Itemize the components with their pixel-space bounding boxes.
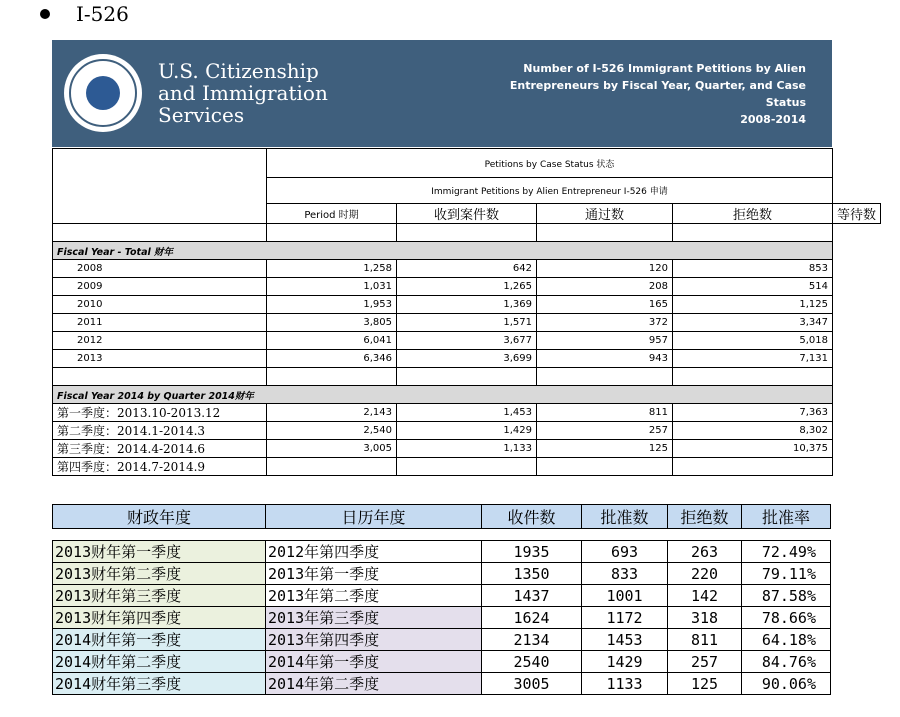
section-quarter: Fiscal Year 2014 by Quarter 2014财年: [53, 386, 833, 404]
header-denied: 拒绝数: [673, 204, 833, 224]
table-row: 2013 6,346 3,699 943 7,131: [53, 350, 881, 368]
table-row: 2014财年第二季度 2014年第一季度 2540 1429 257 84.76%: [53, 651, 831, 673]
bullet-dot-icon: [40, 9, 50, 19]
header-period: Period 时期: [267, 204, 397, 224]
header-received: 收件数: [482, 505, 582, 529]
bullet-heading-text: I-526: [76, 2, 129, 26]
table-row: 2013财年第三季度 2013年第二季度 1437 1001 142 87.58%: [53, 585, 831, 607]
table-row: 2012 6,041 3,677 957 5,018: [53, 332, 881, 350]
table-row: 2013财年第四季度 2013年第三季度 1624 1172 318 78.66%: [53, 607, 831, 629]
table-row: 第四季度：2014.7-2014.9: [53, 458, 881, 476]
header-form: Immigrant Petitions by Alien Entrepreneur I-526 申请: [267, 178, 833, 204]
header-fiscal-year: 财政年度: [53, 505, 266, 529]
table-row: 第三季度：2014.4-2014.6 3,005 1,133 125 10,375: [53, 440, 881, 458]
table-row: 第二季度：2014.1-2014.3 2,540 1,429 257 8,302: [53, 422, 881, 440]
header-approved: 通过数: [537, 204, 673, 224]
section-fiscal-year: Fiscal Year - Total 财年: [53, 242, 833, 260]
table-row: 2010 1,953 1,369 165 1,125: [53, 296, 881, 314]
petitions-status-table: [52, 148, 881, 476]
header-received: 收到案件数: [397, 204, 537, 224]
bullet-heading: [40, 0, 129, 28]
header-denied: 拒绝数: [668, 505, 742, 529]
uscis-report-header: [52, 40, 832, 147]
table-row: 2014财年第三季度 2014年第二季度 3005 1133 125 90.06%: [53, 673, 831, 695]
table-row: 2014财年第一季度 2013年第四季度 2134 1453 811 64.18%: [53, 629, 831, 651]
report-title: Number of I-526 Immigrant Petitions by Alien Entrepreneurs by Fiscal Year, Quarter, and Case Status 2008-2014: [509, 62, 806, 126]
header-approval-rate: 批准率: [742, 505, 831, 529]
table-row: 2013财年第一季度 2012年第四季度 1935 693 263 72.49%: [53, 541, 831, 563]
header-status: Petitions by Case Status 状态: [267, 149, 833, 178]
table-row: 2009 1,031 1,265 208 514: [53, 278, 881, 296]
dhs-seal-icon: [64, 54, 142, 132]
table-row: 2011 3,805 1,571 372 3,347: [53, 314, 881, 332]
table-row: 2008 1,258 642 120 853: [53, 260, 881, 278]
table-row: 2013财年第二季度 2013年第一季度 1350 833 220 79.11%: [53, 563, 831, 585]
header-calendar-year: 日历年度: [266, 505, 482, 529]
header-approved: 批准数: [582, 505, 668, 529]
agency-name: U.S. Citizenship and Immigration Services: [158, 59, 328, 127]
approval-rate-table: [52, 504, 831, 695]
table-row: 第一季度：2013.10-2013.12 2,143 1,453 811 7,363: [53, 404, 881, 422]
header-pending: 等待数: [833, 204, 881, 224]
